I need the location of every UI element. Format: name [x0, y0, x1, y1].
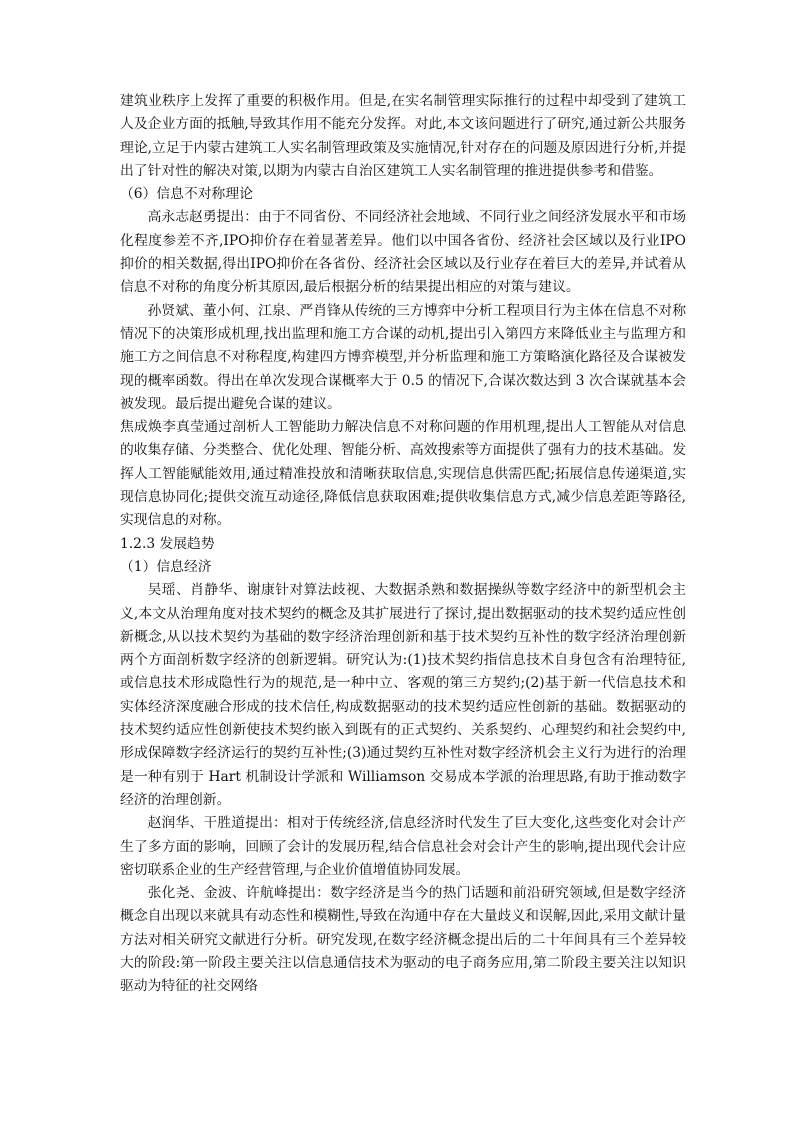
paragraph-zhao-gan: 赵润华、干胜道提出：相对于传统经济,信息经济时代发生了巨大变化,这些变化对会计产生了多方面的影响，回顾了会计的发展历程,结合信息社会对会计产生的影响,提出现代会计应密切联系企业的生产经营管理,与企业价值增值协同发展。 — [120, 815, 686, 878]
document-body — [120, 90, 686, 999]
paragraph-intro-continuation: 建筑业秩序上发挥了重要的积极作用。但是,在实名制管理实际推行的过程中却受到了建筑工人及企业方面的抵触,导致其作用不能充分发挥。对此,本文该问题进行了研究,通过新公共服务理论,立足于内蒙古建筑工人实名制管理政策及实施情况,针对存在的问题及原因进行分析,并提出了针对性的解决对策,以期为内蒙古自治区建筑工人实名制管理的推进提供参考和借鉴。 — [120, 93, 686, 179]
paragraph-zhang-jin: 张化尧、金波、许航峰提出：数字经济是当今的热门话题和前沿研究领域,但是数字经济概念自出现以来就具有动态性和模糊性,导致在沟通中存在大量歧义和误解,因此,采用文献计量方法对相关研究文献进行分析。研究发现,在数字经济概念提出后的二十年间具有三个差异较大的阶段:第一阶段主要关注以信息通信技术为驱动的电子商务应用,第二阶段主要关注以知识驱动为特征的社交网络 — [120, 885, 686, 995]
paragraph-jiao-li: 焦成焕李真莹通过剖析人工智能助力解决信息不对称问题的作用机理,提出人工智能从对信息的收集存储、分类整合、优化处理、智能分析、高效搜索等方面提供了强有力的技术基础。发挥人工智能赋能效用,通过精准投放和清晰获取信息,实现信息供需匹配;拓展信息传递渠道,实现信息协同化;提供交流互动途径,降低信息获取困难;提供收集信息方式,减少信息差距等路径,实现信息的对称。 — [120, 419, 686, 529]
paragraph-gao-zhao: 高永志赵勇提出：由于不同省份、不同经济社会地域、不同行业之间经济发展水平和市场化程度参差不齐,IPO抑价存在着显著差异。他们以中国各省份、经济社会区域以及行业IPO抑价的相关数据,得出IPO抑价在各省份、经济社会区域以及行业存在着巨大的差异,并试着从信息不对称的角度分析其原因,最后根据分析的结果提出相应的对策与建议。 — [120, 209, 686, 296]
paragraph-wu-xiao: 吴瑶、肖静华、谢康针对算法歧视、大数据杀熟和数据操纵等数字经济中的新型机会主义,本文从治理角度对技术契约的概念及其扩展进行了探讨,提出数据驱动的技术契约适应性创新概念,从以技术契约为基础的数字经济治理创新和基于技术契约互补性的数字经济治理创新两个方面剖析数字经济的创新逻辑。研究认为:(1)技术契约指信息技术自身包含有治理特征,或信息技术形成隐性行为的规范,是一种中立、客观的第三方契约;(2)基于新一代信息技术和实体经济深度融合形成的技术信任,构成数据驱动的技术契约适应性创新的基础。数据驱动的技术契约适应性创新使技术契约嵌入到既有的正式契约、关系契约、心理契约和社会契约中,形成保障数字经济运行的契约互补性;(3)通过契约互补性对数字经济机会主义行为进行的治理是一种有别于 Hart 机制设计学派和 Williamson 交易成本学派的治理思路,有助于推动数字经济的治理创新。 — [120, 582, 686, 808]
subheading-information-economy: （1）信息经济 — [120, 558, 212, 575]
paragraph-sun-dong: 孙贤斌、董小何、江泉、严肖锋从传统的三方博弈中分析工程项目行为主体在信息不对称情况下的决策形成机理,找出监理和施工方合谋的动机,提出引入第四方来降低业主与监理方和施工方之间信息不对称程度,构建四方博弈模型,并分析监理和施工方策略演化路径及合谋被发现的概率函数。得出在单次发现合谋概率大于 0.5 的情况下,合谋次数达到 3 次合谋就基本会被发现。最后提出避免合谋的建议。 — [120, 302, 686, 412]
subheading-information-asymmetry: （6）信息不对称理论 — [120, 186, 253, 203]
section-heading-trends: 1.2.3 发展趋势 — [120, 535, 215, 552]
